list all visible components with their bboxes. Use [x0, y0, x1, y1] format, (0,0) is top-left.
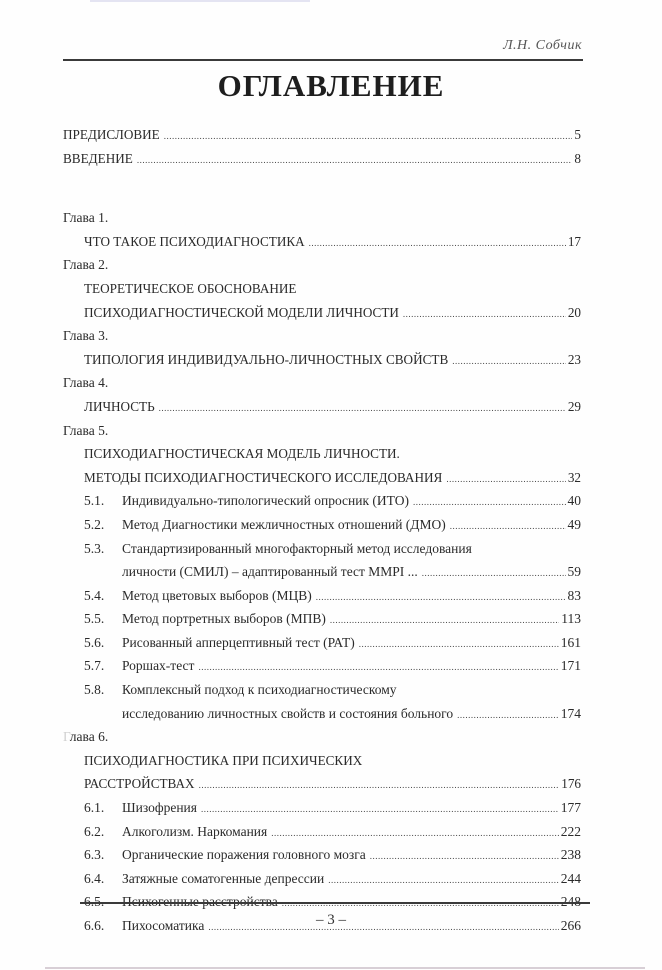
toc-page-number: 176: [561, 776, 581, 792]
toc-page-number: 29: [567, 398, 581, 414]
section-title-line: Метод портретных выборов (МПВ): [122, 611, 326, 627]
toc-page-number: 177: [560, 800, 581, 816]
dot-leader: [403, 303, 566, 327]
dot-leader: [159, 397, 566, 421]
dot-leader: [452, 350, 566, 374]
toc-page-number: 17: [567, 233, 581, 249]
dot-leader: [199, 774, 560, 798]
dot-leader: [198, 656, 558, 680]
section-title-line: Стандартизированный многофакторный метод исследования: [122, 540, 472, 556]
section-title-line: исследованию личностных свойств и состояния больного: [122, 705, 454, 721]
toc-entry-section[interactable]: [63, 631, 581, 655]
toc-entry-section-continued[interactable]: [63, 560, 581, 584]
footer-rule: [80, 902, 590, 904]
section-title-line: Метод цветовых выборов (МЦВ): [122, 587, 312, 603]
page-number: – 3 –: [316, 912, 346, 928]
toc-page-number: 59: [567, 564, 581, 580]
section-title-line: Комплексный подход к психодиагностическому: [122, 682, 397, 698]
section-number: 5.2.: [84, 516, 105, 532]
scan-edge-top: [90, 0, 310, 2]
dot-leader: [271, 822, 559, 846]
toc-page-number: 174: [560, 705, 581, 721]
toc-page-number: 238: [560, 847, 581, 863]
section-title-line: Метод Диагностики межличностных отношений (ДМО): [122, 516, 446, 532]
section-title-line: Роршах-тест: [122, 658, 195, 674]
chapter-list: [63, 206, 581, 937]
running-head-author: Л.Н. Собчик: [503, 38, 582, 53]
dot-leader: [330, 609, 559, 633]
toc-entry-front[interactable]: [63, 123, 581, 147]
chapter-label: Глава 6.: [63, 729, 109, 745]
chapter-title-line: ЛИЧНОСТЬ: [84, 398, 155, 414]
chapter-label: Глава 4.: [63, 375, 109, 391]
toc-page-number: 8: [574, 150, 581, 166]
section-title-line: Шизофрения: [122, 800, 197, 816]
header-rule: [63, 59, 583, 61]
toc-entry-section[interactable]: [63, 607, 581, 631]
toc-entry-section[interactable]: [63, 820, 581, 844]
dot-leader: [201, 798, 559, 822]
toc-page-number: 171: [560, 658, 581, 674]
toc-entry-label: ПРЕДИСЛОВИЕ: [63, 127, 160, 142]
section-title-line: Индивидуально-типологический опросник (ИТО): [122, 493, 409, 509]
toc-entry-section[interactable]: [63, 796, 581, 820]
spacer: [63, 170, 581, 206]
chapter-label: Глава 1.: [63, 210, 109, 226]
toc-page-number: 244: [560, 870, 581, 886]
section-number: 5.5.: [84, 611, 105, 627]
toc-page-number: 20: [567, 304, 581, 320]
chapter-title-line: МЕТОДЫ ПСИХОДИАГНОСТИЧЕСКОГО ИССЛЕДОВАНИЯ: [84, 469, 443, 485]
page-title: ОГЛАВЛЕНИЕ: [217, 68, 445, 103]
dot-leader: [137, 149, 573, 173]
dot-leader: [164, 125, 573, 149]
section-number: 6.3.: [84, 847, 105, 863]
toc-entry-chapter[interactable]: [63, 301, 581, 325]
toc-page-number: 161: [560, 634, 581, 650]
section-number: 6.6.: [84, 918, 105, 933]
section-title-line: Рисованный апперцептивный тест (РАТ): [122, 634, 355, 650]
section-number: 6.4.: [84, 870, 105, 886]
section-title-line: Пихосоматика: [122, 918, 205, 933]
toc-entry-section-continued[interactable]: [63, 702, 581, 726]
chapter-label: Глава 5.: [63, 422, 109, 438]
scan-edge-bottom: [45, 967, 645, 969]
section-number: 5.6.: [84, 634, 105, 650]
toc-entry-section[interactable]: [63, 537, 581, 561]
chapter-title-line: ЧТО ТАКОЕ ПСИХОДИАГНОСТИКА: [84, 233, 305, 249]
dot-leader: [309, 232, 566, 256]
section-number: 6.2.: [84, 823, 105, 839]
section-title-line: Алкоголизм. Наркомания: [122, 823, 268, 839]
toc-page-number: 83: [567, 587, 581, 603]
dot-leader: [328, 869, 559, 893]
toc-page-number: 266: [560, 918, 581, 933]
toc-page-number: 40: [567, 493, 581, 509]
toc-entry-front[interactable]: [63, 147, 581, 171]
toc-page-number: 113: [561, 611, 581, 627]
toc-page-number: 222: [560, 823, 581, 839]
toc-entry-chapter[interactable]: [63, 395, 581, 419]
chapter-label: Глава 2.: [63, 257, 109, 273]
section-title-line: Затяжные соматогенные депрессии: [122, 870, 325, 886]
toc-entry-chapter[interactable]: [63, 466, 581, 490]
dot-leader: [457, 704, 559, 728]
toc-entry-chapter[interactable]: [63, 772, 581, 796]
section-number: 6.1.: [84, 800, 105, 816]
toc-entry-label: ВВЕДЕНИЕ: [63, 150, 133, 166]
chapter-title-line: ПСИХОДИАГНОСТИЧЕСКОЙ МОДЕЛИ ЛИЧНОСТИ: [84, 304, 399, 320]
section-number: 5.1.: [84, 493, 105, 509]
toc-page-number: 32: [567, 469, 581, 485]
toc-entry-section[interactable]: [63, 843, 581, 867]
toc-entry-section[interactable]: [63, 513, 581, 537]
dot-leader: [370, 845, 559, 869]
table-of-contents: [63, 123, 581, 938]
toc-page-number: 49: [567, 516, 581, 532]
dot-leader: [413, 491, 566, 515]
dot-leader: [316, 586, 566, 610]
chapter-title-line: РАССТРОЙСТВАХ: [84, 776, 195, 792]
section-number: 5.8.: [84, 682, 105, 698]
dot-leader: [359, 633, 559, 657]
section-number: 5.7.: [84, 658, 105, 674]
section-title-line: Органические поражения головного мозга: [122, 847, 366, 863]
chapter-label: Глава 3.: [63, 328, 109, 344]
section-number: 5.3.: [84, 540, 105, 556]
toc-entry-chapter[interactable]: [63, 348, 581, 372]
dot-leader: [446, 468, 566, 492]
chapter-title-line: ТЕОРЕТИЧЕСКОЕ ОБОСНОВАНИЕ: [84, 280, 297, 296]
toc-entry-section[interactable]: [63, 584, 581, 608]
section-title-line: личности (СМИЛ) – адаптированный тест MMPI ...: [122, 564, 418, 580]
toc-entry-chapter[interactable]: [63, 230, 581, 254]
toc-entry-section[interactable]: [63, 654, 581, 678]
chapter-title-line: ПСИХОДИАГНОСТИЧЕСКАЯ МОДЕЛЬ ЛИЧНОСТИ.: [84, 446, 400, 462]
toc-page-number: 23: [567, 351, 581, 367]
dot-leader: [422, 562, 566, 586]
toc-entry-section[interactable]: [63, 867, 581, 891]
chapter-title-line: ПСИХОДИАГНОСТИКА ПРИ ПСИХИЧЕСКИХ: [84, 752, 363, 768]
toc-entry-section[interactable]: [63, 489, 581, 513]
toc-page-number: 5: [574, 127, 581, 142]
toc-entry-section[interactable]: [63, 678, 581, 702]
dot-leader: [450, 515, 566, 539]
chapter-title-line: ТИПОЛОГИЯ ИНДИВИДУАЛЬНО-ЛИЧНОСТНЫХ СВОЙСТВ: [84, 351, 449, 367]
section-number: 5.4.: [84, 587, 105, 603]
